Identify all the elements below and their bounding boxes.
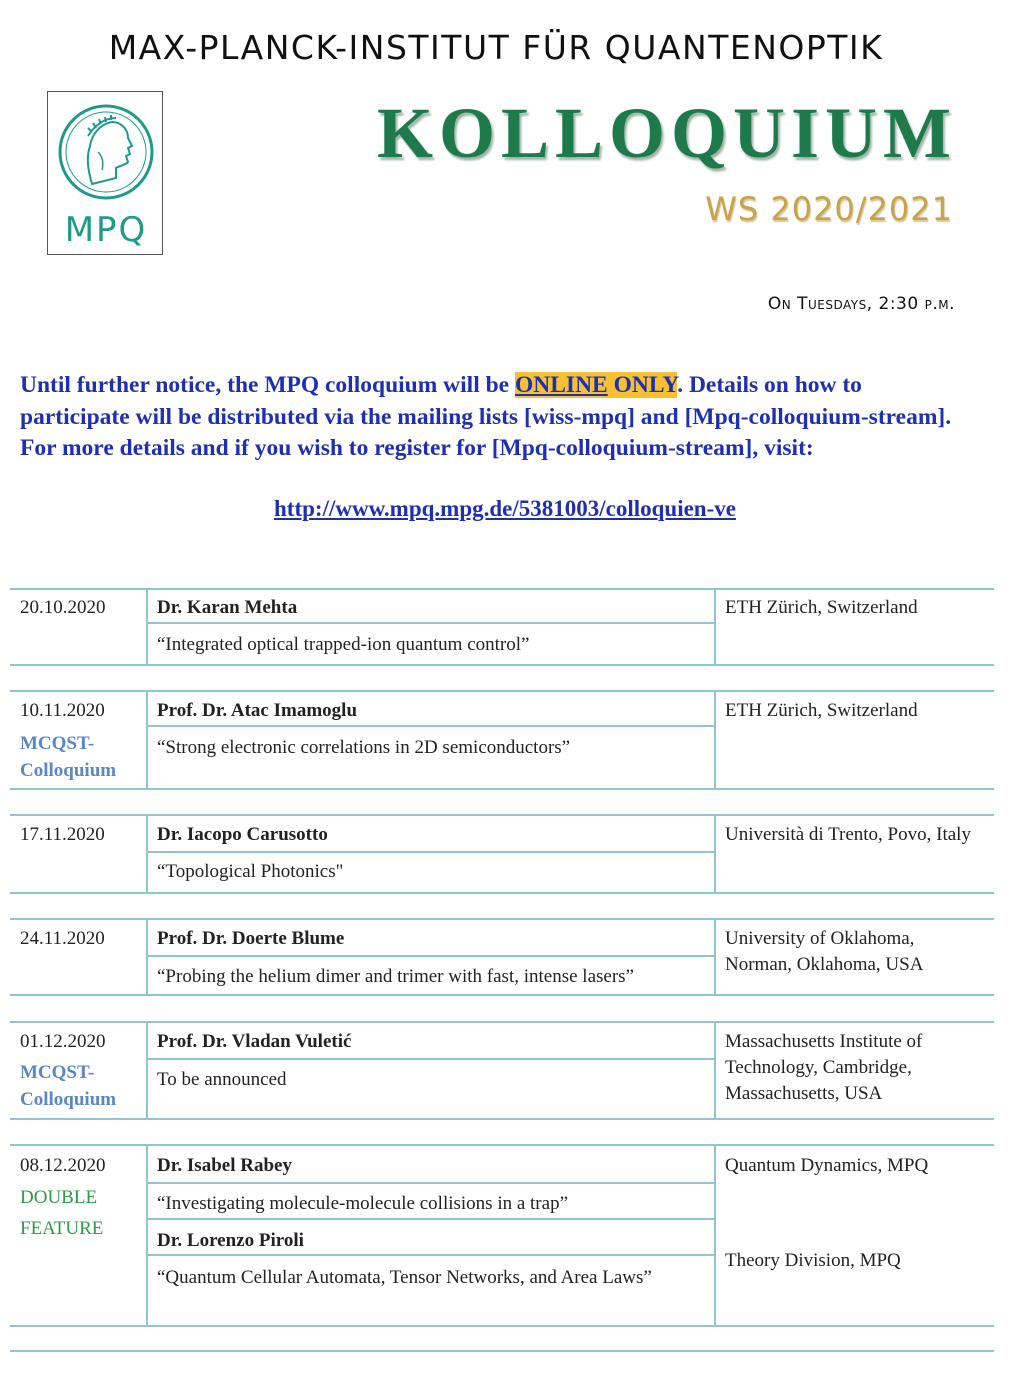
mcqst-colloquium-tag: MCQST-Colloquium — [20, 733, 117, 781]
event-speaker: Prof. Dr. Atac Imamoglu — [157, 700, 358, 721]
bottom-divider — [10, 1350, 994, 1352]
event-title: “Investigating molecule-molecule collisions in a trap” — [157, 1193, 569, 1214]
minerva-head-icon — [48, 92, 164, 208]
event-speaker: Prof. Dr. Vladan Vuletić — [157, 1031, 352, 1052]
event-speaker: Dr. Karan Mehta — [157, 597, 298, 618]
page-title: KOLLOQUIUM — [376, 93, 957, 173]
event-speaker: Dr. Iacopo Carusotto — [157, 824, 328, 845]
event-affiliation: University of Oklahoma, Norman, Oklahoma, USA — [725, 928, 924, 975]
notice-text-2: . Details on how to participate will be distributed via the mailing lists [wiss-mpq] and [Mpq-colloquium-stream]. For more details and if you wish to register for [Mpq-colloquium-stream], visit: — [20, 372, 952, 461]
event-affiliation: ETH Zürich, Switzerland — [725, 597, 918, 618]
online-word: ONLINE — [515, 372, 608, 398]
event-speaker: Dr. Isabel Rabey — [157, 1155, 292, 1176]
online-notice — [20, 370, 970, 465]
double-feature-tag: DOUBLE FEATURE — [20, 1187, 104, 1239]
event-speaker-2: Dr. Lorenzo Piroli — [157, 1230, 304, 1251]
event-block-6 — [10, 1144, 994, 1328]
event-affiliation-2: Theory Division, MPQ — [725, 1250, 901, 1271]
event-block-3 — [10, 814, 994, 894]
event-speaker: Prof. Dr. Doerte Blume — [157, 928, 345, 949]
schedule-time: On Tuesdays, 2:30 p.m. — [767, 294, 955, 314]
event-title: “Probing the helium dimer and trimer with fast, intense lasers” — [157, 966, 634, 987]
event-block-1 — [10, 588, 994, 666]
notice-text-1: Until further notice, the MPQ colloquium will be — [20, 372, 515, 398]
event-date: 10.11.2020 — [20, 700, 105, 721]
event-date: 17.11.2020 — [20, 824, 105, 845]
event-title: “Topological Photonics" — [157, 861, 344, 882]
event-title: “Integrated optical trapped-ion quantum control” — [157, 634, 530, 655]
event-title-2: “Quantum Cellular Automata, Tensor Networks, and Area Laws” — [157, 1267, 652, 1288]
event-block-2 — [10, 690, 994, 790]
registration-link[interactable]: http://www.mpq.mpg.de/5381003/colloquien-ve — [274, 496, 736, 521]
event-block-4 — [10, 918, 994, 998]
event-date: 01.12.2020 — [20, 1031, 106, 1052]
institute-name: MAX-PLANCK-INSTITUT FÜR QUANTENOPTIK — [108, 28, 884, 67]
event-date: 08.12.2020 — [20, 1155, 106, 1176]
event-affiliation: Massachusetts Institute of Technology, Cambridge, Massachusetts, USA — [725, 1031, 923, 1104]
event-date: 20.10.2020 — [20, 597, 106, 618]
online-only-highlight — [515, 372, 677, 398]
event-title: “Strong electronic correlations in 2D semiconductors” — [157, 737, 571, 758]
only-word: ONLY — [607, 372, 678, 398]
event-date: 24.11.2020 — [20, 928, 105, 949]
event-affiliation: Quantum Dynamics, MPQ — [725, 1155, 929, 1176]
logo-text: MPQ — [64, 210, 148, 250]
event-affiliation: Università di Trento, Povo, Italy — [725, 824, 971, 845]
event-block-5 — [10, 1021, 994, 1121]
event-affiliation: ETH Zürich, Switzerland — [725, 700, 918, 721]
mpq-logo — [47, 91, 163, 255]
event-title: To be announced — [157, 1069, 287, 1090]
mcqst-colloquium-tag: MCQST-Colloquium — [20, 1062, 117, 1110]
semester-label: WS 2020/2021 — [705, 190, 953, 228]
